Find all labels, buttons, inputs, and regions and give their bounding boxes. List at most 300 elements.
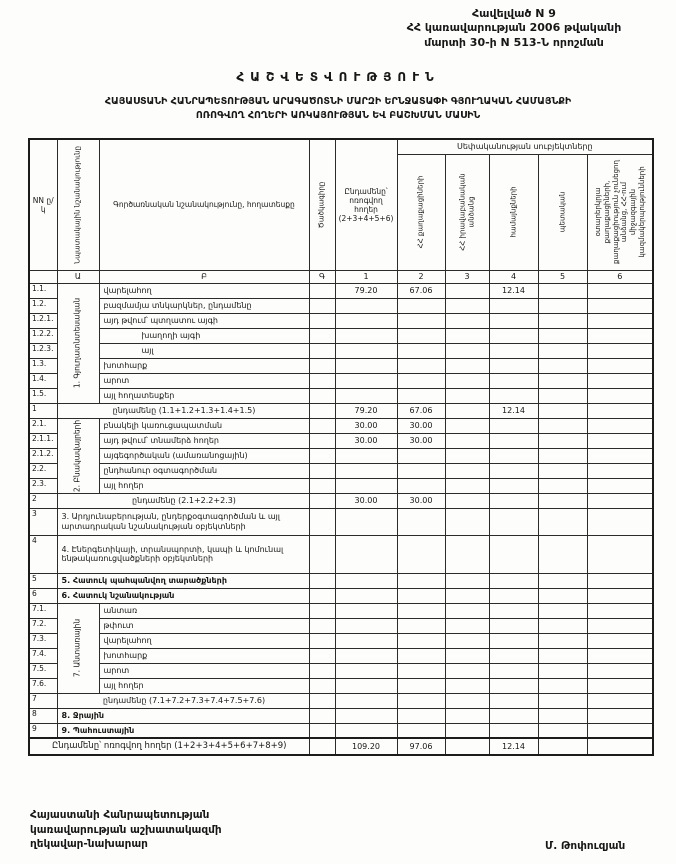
value-cell-col3 — [445, 373, 489, 388]
value-cell-col2 — [397, 663, 445, 678]
value-cell-col2 — [397, 388, 445, 403]
table-row — [29, 313, 653, 328]
value-cell-col5 — [538, 298, 587, 313]
value-cell-col4: 12.14 — [489, 283, 538, 298]
value-cell-col1 — [335, 663, 397, 678]
row-number: 1.2.1. — [29, 313, 57, 328]
letter-cell: 1 — [335, 270, 397, 283]
value-cell-col2 — [397, 328, 445, 343]
row-number: 7.5. — [29, 663, 57, 678]
table-row — [29, 478, 653, 493]
signatory-title-block — [30, 808, 222, 852]
code-cell — [309, 343, 335, 358]
land-type-label: արոտ — [99, 663, 309, 678]
value-cell-col4 — [489, 343, 538, 358]
value-cell-col2 — [397, 633, 445, 648]
value-cell-col3 — [445, 388, 489, 403]
land-type-label: բնակելի կառուցապատման — [99, 418, 309, 433]
value-cell-col4 — [489, 678, 538, 693]
value-cell-col3 — [445, 358, 489, 373]
code-cell — [309, 493, 335, 508]
value-cell-col6 — [587, 433, 653, 448]
value-cell-col1: 30.00 — [335, 418, 397, 433]
section-label: 6. Հատուկ նշանակության — [57, 588, 309, 603]
value-cell-col4 — [489, 493, 538, 508]
letter-cell: 5 — [538, 270, 587, 283]
value-cell-col5 — [538, 493, 587, 508]
letter-cell: 4 — [489, 270, 538, 283]
land-type-label: այլ — [99, 343, 309, 358]
value-cell-col6 — [587, 478, 653, 493]
owner-header-text: պետական — [558, 191, 567, 233]
code-cell — [309, 373, 335, 388]
code-cell — [309, 358, 335, 373]
land-type-label: այգեգործական (ամառանոցային) — [99, 448, 309, 463]
row-number: 1.2.3. — [29, 343, 57, 358]
owner-header-text: ՀՀ իրավաբանական անձանց — [458, 173, 475, 251]
value-cell-col4 — [489, 618, 538, 633]
column-letter-row — [29, 270, 653, 283]
value-cell-col6 — [587, 693, 653, 708]
value-cell-col3 — [445, 535, 489, 573]
value-cell-col3 — [445, 493, 489, 508]
table-row — [29, 358, 653, 373]
value-cell-col6 — [587, 373, 653, 388]
value-cell-col3 — [445, 403, 489, 418]
value-cell-col3 — [445, 478, 489, 493]
value-cell-col6 — [587, 535, 653, 573]
value-cell-col6 — [587, 508, 653, 535]
row-number: 5 — [29, 573, 57, 588]
value-cell-col3 — [445, 573, 489, 588]
subtotal-label: ընդամենը (1.1+1.2+1.3+1.4+1.5) — [57, 403, 309, 418]
value-cell-col5 — [538, 343, 587, 358]
owner-header-text: համայնքների — [509, 186, 518, 238]
value-cell-col1: 109.20 — [335, 738, 397, 755]
col-header-nn: NN ը/կ — [29, 139, 57, 270]
letter-cell: 2 — [397, 270, 445, 283]
row-number: 1 — [29, 403, 57, 418]
value-cell-col5 — [538, 678, 587, 693]
value-cell-col5 — [538, 738, 587, 755]
value-cell-col4 — [489, 388, 538, 403]
code-cell — [309, 448, 335, 463]
value-cell-col1 — [335, 328, 397, 343]
value-cell-col4 — [489, 448, 538, 463]
value-cell-col3 — [445, 283, 489, 298]
purpose-header-text: Նպատակային նշանակությունը — [73, 145, 82, 264]
value-cell-col6 — [587, 343, 653, 358]
col-header-functional: Գործառնական նշանակությունը, հողատեսքը — [99, 139, 309, 270]
row-number: 2.1.2. — [29, 448, 57, 463]
value-cell-col3 — [445, 463, 489, 478]
land-type-label: բազմամյա տնկարկներ, ընդամենը — [99, 298, 309, 313]
value-cell-col2 — [397, 588, 445, 603]
owner-header-text: օտարերկրյա քաղաքացիների, քաղաքացիություն չունեցող անձանց, ՀՀ-ում միջազգային կազմակերպությունների — [593, 160, 646, 264]
value-cell-col2: 30.00 — [397, 418, 445, 433]
value-cell-col3 — [445, 693, 489, 708]
table-row — [29, 678, 653, 693]
value-cell-col4 — [489, 373, 538, 388]
row-number: 9 — [29, 723, 57, 738]
letter-cell: Գ — [309, 270, 335, 283]
row-number: 7.2. — [29, 618, 57, 633]
value-cell-col5 — [538, 478, 587, 493]
row-number: 4 — [29, 535, 57, 573]
value-cell-col5 — [538, 283, 587, 298]
table-row — [29, 328, 653, 343]
code-cell — [309, 573, 335, 588]
value-cell-col4 — [489, 633, 538, 648]
value-cell-col6 — [587, 388, 653, 403]
row-number: 7.4. — [29, 648, 57, 663]
value-cell-col1 — [335, 298, 397, 313]
land-type-label: արոտ — [99, 373, 309, 388]
code-cell — [309, 433, 335, 448]
land-type-label: խոտհարք — [99, 648, 309, 663]
value-cell-col1 — [335, 678, 397, 693]
value-cell-col2 — [397, 478, 445, 493]
value-cell-col5 — [538, 693, 587, 708]
value-cell-col4 — [489, 588, 538, 603]
table-row — [29, 573, 653, 588]
value-cell-col3 — [445, 328, 489, 343]
value-cell-col4 — [489, 358, 538, 373]
value-cell-col2 — [397, 373, 445, 388]
value-cell-col3 — [445, 418, 489, 433]
code-cell — [309, 618, 335, 633]
value-cell-col6 — [587, 313, 653, 328]
code-cell — [309, 328, 335, 343]
value-cell-col4 — [489, 573, 538, 588]
row-number: 2.2. — [29, 463, 57, 478]
land-type-label: այլ հողեր — [99, 678, 309, 693]
row-number: 7 — [29, 693, 57, 708]
section-label: 9. Պահուստային — [57, 723, 309, 738]
value-cell-col2: 67.06 — [397, 403, 445, 418]
grand-total-label: Ընդամենը՝ ոռոգվող հողեր (1+2+3+4+5+6+7+8+9) — [29, 738, 309, 755]
row-number: 1.2.2. — [29, 328, 57, 343]
value-cell-col4 — [489, 723, 538, 738]
grand-total-row — [29, 738, 653, 755]
value-cell-col1 — [335, 535, 397, 573]
value-cell-col4 — [489, 508, 538, 535]
value-cell-col4 — [489, 648, 538, 663]
signatory-title-line-3: ղեկավար-նախարար — [30, 838, 148, 851]
value-cell-col1: 79.20 — [335, 283, 397, 298]
value-cell-col2 — [397, 693, 445, 708]
row-number: 2.1.1. — [29, 433, 57, 448]
row-number: 7.6. — [29, 678, 57, 693]
value-cell-col1: 79.20 — [335, 403, 397, 418]
value-cell-col3 — [445, 313, 489, 328]
value-cell-col5 — [538, 313, 587, 328]
value-cell-col4 — [489, 663, 538, 678]
row-number: 1.5. — [29, 388, 57, 403]
signatory-name: Մ. Թոփուզյան — [545, 840, 626, 852]
col-header-owner-communities — [489, 154, 538, 270]
code-cell — [309, 403, 335, 418]
value-cell-col4: 12.14 — [489, 738, 538, 755]
value-cell-col1: 30.00 — [335, 493, 397, 508]
code-cell — [309, 678, 335, 693]
code-cell — [309, 478, 335, 493]
col-header-purpose — [57, 139, 99, 270]
value-cell-col1 — [335, 618, 397, 633]
code-cell — [309, 738, 335, 755]
value-cell-col4 — [489, 418, 538, 433]
section-label: 4. Էներգետիկայի, տրանսպորտի, կապի և կոմունալ ենթակառուցվածքների օբյեկտների — [57, 535, 309, 573]
row-number: 7.1. — [29, 603, 57, 618]
subtotal-label: ընդամենը (2.1+2.2+2.3) — [57, 493, 309, 508]
value-cell-col5 — [538, 663, 587, 678]
value-cell-col4 — [489, 298, 538, 313]
code-cell — [309, 535, 335, 573]
value-cell-col5 — [538, 633, 587, 648]
col-header-owner-citizens — [397, 154, 445, 270]
row-number: 2 — [29, 493, 57, 508]
appendix-line-3: մարտի 30-ի N 513-Ն որոշման — [424, 35, 604, 49]
table-row — [29, 633, 653, 648]
value-cell-col1 — [335, 313, 397, 328]
value-cell-col2 — [397, 723, 445, 738]
value-cell-col3 — [445, 663, 489, 678]
land-category-group-cell — [57, 418, 99, 493]
value-cell-col6 — [587, 633, 653, 648]
document-title-block — [0, 70, 676, 124]
table-row — [29, 618, 653, 633]
value-cell-col3 — [445, 738, 489, 755]
value-cell-col1 — [335, 723, 397, 738]
row-number: 2.3. — [29, 478, 57, 493]
value-cell-col4: 12.14 — [489, 403, 538, 418]
code-cell — [309, 418, 335, 433]
letter-cell: 6 — [587, 270, 653, 283]
value-cell-col6 — [587, 463, 653, 478]
table-row — [29, 723, 653, 738]
value-cell-col2 — [397, 573, 445, 588]
land-type-label: թփուտ — [99, 618, 309, 633]
signatory-title-line-1: Հայաստանի Հանրապետության — [30, 809, 210, 821]
value-cell-col6 — [587, 283, 653, 298]
code-cell — [309, 723, 335, 738]
value-cell-col3 — [445, 618, 489, 633]
value-cell-col2: 30.00 — [397, 493, 445, 508]
value-cell-col2 — [397, 708, 445, 723]
value-cell-col5 — [538, 463, 587, 478]
land-type-label: այդ թվում՝ տնամերձ հողեր — [99, 433, 309, 448]
row-number: 7.3. — [29, 633, 57, 648]
value-cell-col5 — [538, 508, 587, 535]
value-cell-col5 — [538, 373, 587, 388]
value-cell-col2 — [397, 313, 445, 328]
appendix-reference — [364, 7, 664, 50]
value-cell-col6 — [587, 298, 653, 313]
value-cell-col1 — [335, 603, 397, 618]
appendix-line-2: ՀՀ կառավարության 2006 թվականի — [406, 21, 622, 35]
value-cell-col4 — [489, 693, 538, 708]
value-cell-col6 — [587, 358, 653, 373]
table-row — [29, 493, 653, 508]
letter-cell — [29, 270, 57, 283]
code-cell — [309, 298, 335, 313]
irrigated-land-report-table — [28, 138, 654, 756]
land-type-label: խոտհարք — [99, 358, 309, 373]
section-label: 8. Ջրային — [57, 708, 309, 723]
value-cell-col6 — [587, 618, 653, 633]
letter-cell: Ա — [57, 270, 99, 283]
value-cell-col2: 97.06 — [397, 738, 445, 755]
land-category-group-cell — [57, 283, 99, 403]
section-label: 5. Հատուկ պահպանվող տարածքների — [57, 573, 309, 588]
value-cell-col4 — [489, 313, 538, 328]
report-heading: ՀԱՇՎԵՏՎՈՒԹՅՈՒՆ — [236, 70, 440, 84]
value-cell-col5 — [538, 535, 587, 573]
value-cell-col5 — [538, 648, 587, 663]
land-type-label: ընդհանուր օգտագործման — [99, 463, 309, 478]
value-cell-col5 — [538, 448, 587, 463]
code-cell — [309, 388, 335, 403]
value-cell-col1 — [335, 448, 397, 463]
col-header-ownership-group: Սեփականության սուբյեկտները — [397, 139, 653, 154]
value-cell-col6 — [587, 603, 653, 618]
col-header-total-irrigated: Ընդամենը՝ ոռոգվող հողեր (2+3+4+5+6) — [335, 139, 397, 270]
land-type-label: անտառ — [99, 603, 309, 618]
value-cell-col2 — [397, 298, 445, 313]
report-table-body — [29, 283, 653, 755]
value-cell-col2 — [397, 508, 445, 535]
value-cell-col2 — [397, 463, 445, 478]
code-cell — [309, 588, 335, 603]
value-cell-col3 — [445, 343, 489, 358]
letter-cell: 3 — [445, 270, 489, 283]
report-subject-line-2: ՈՌՈԳՎՈՂ ՀՈՂԵՐԻ ԱՌԿԱՅՈՒԹՅԱՆ ԵՎ ԲԱՇԽՄԱՆ ՄԱՍԻՆ — [195, 110, 481, 122]
row-number: 1.1. — [29, 283, 57, 298]
value-cell-col3 — [445, 588, 489, 603]
value-cell-col6 — [587, 448, 653, 463]
value-cell-col5 — [538, 388, 587, 403]
value-cell-col1 — [335, 358, 397, 373]
code-cell — [309, 313, 335, 328]
col-header-code — [309, 139, 335, 270]
value-cell-col4 — [489, 603, 538, 618]
appendix-line-1: Հավելված N 9 — [472, 7, 556, 20]
value-cell-col2 — [397, 358, 445, 373]
value-cell-col5 — [538, 588, 587, 603]
value-cell-col6 — [587, 663, 653, 678]
land-category-label: 7. Անտառային — [72, 618, 82, 678]
table-row — [29, 403, 653, 418]
table-row — [29, 663, 653, 678]
value-cell-col3 — [445, 708, 489, 723]
col-header-owner-state — [538, 154, 587, 270]
land-category-label: 1. Գյուղատնտեսական — [72, 297, 82, 389]
report-subject-line-1: ՀԱՅԱՍՏԱՆԻ ՀԱՆՐԱՊԵՏՈՒԹՅԱՆ ԱՐԱԳԱԾՈՏՆԻ ՄԱՐԶԻ ԵՐՆՋԱՏԱՓԻ ԳՅՈՒՂԱԿԱՆ ՀԱՄԱՅՆՔԻ — [104, 96, 572, 107]
value-cell-col6 — [587, 678, 653, 693]
value-cell-col2: 30.00 — [397, 433, 445, 448]
table-row — [29, 433, 653, 448]
value-cell-col3 — [445, 723, 489, 738]
value-cell-col1: 30.00 — [335, 433, 397, 448]
code-cell — [309, 463, 335, 478]
value-cell-col3 — [445, 298, 489, 313]
value-cell-col6 — [587, 723, 653, 738]
value-cell-col6 — [587, 588, 653, 603]
table-row — [29, 343, 653, 358]
value-cell-col1 — [335, 573, 397, 588]
col-header-owner-foreign — [587, 154, 653, 270]
value-cell-col4 — [489, 433, 538, 448]
code-cell — [309, 663, 335, 678]
land-type-label: այլ հողեր — [99, 478, 309, 493]
value-cell-col5 — [538, 603, 587, 618]
value-cell-col5 — [538, 358, 587, 373]
value-cell-col6 — [587, 648, 653, 663]
value-cell-col1 — [335, 478, 397, 493]
land-type-label: այդ թվում՝ պտղատու այգի — [99, 313, 309, 328]
table-row — [29, 373, 653, 388]
value-cell-col2 — [397, 648, 445, 663]
value-cell-col3 — [445, 633, 489, 648]
value-cell-col6 — [587, 573, 653, 588]
code-cell — [309, 508, 335, 535]
table-row — [29, 708, 653, 723]
value-cell-col2 — [397, 535, 445, 573]
land-type-label: վարելահող — [99, 283, 309, 298]
value-cell-col1 — [335, 648, 397, 663]
value-cell-col5 — [538, 618, 587, 633]
value-cell-col2 — [397, 678, 445, 693]
code-cell — [309, 648, 335, 663]
value-cell-col2 — [397, 448, 445, 463]
table-row — [29, 283, 653, 298]
value-cell-col6 — [587, 418, 653, 433]
value-cell-col6 — [587, 708, 653, 723]
value-cell-col1 — [335, 693, 397, 708]
table-row — [29, 603, 653, 618]
land-category-group-cell — [57, 603, 99, 693]
value-cell-col1 — [335, 708, 397, 723]
row-number: 3 — [29, 508, 57, 535]
land-type-label: այլ հողատեսքեր — [99, 388, 309, 403]
table-row — [29, 648, 653, 663]
value-cell-col3 — [445, 603, 489, 618]
owner-header-text: ՀՀ քաղաքացիների — [416, 175, 425, 249]
value-cell-col1 — [335, 373, 397, 388]
value-cell-col1 — [335, 343, 397, 358]
row-number: 1.2. — [29, 298, 57, 313]
table-row — [29, 588, 653, 603]
value-cell-col5 — [538, 418, 587, 433]
value-cell-col1 — [335, 388, 397, 403]
row-number: 2.1. — [29, 418, 57, 433]
code-cell — [309, 708, 335, 723]
value-cell-col3 — [445, 433, 489, 448]
land-category-label: 2. Բնակավայրերի — [72, 419, 82, 492]
value-cell-col4 — [489, 328, 538, 343]
value-cell-col5 — [538, 328, 587, 343]
value-cell-col1 — [335, 588, 397, 603]
subtotal-label: ընդամենը (7.1+7.2+7.3+7.4+7.5+7.6) — [57, 693, 309, 708]
col-header-owner-legal-entities — [445, 154, 489, 270]
land-type-label: խաղողի այգի — [99, 328, 309, 343]
value-cell-col6 — [587, 738, 653, 755]
value-cell-col5 — [538, 433, 587, 448]
value-cell-col3 — [445, 508, 489, 535]
table-row — [29, 418, 653, 433]
value-cell-col3 — [445, 678, 489, 693]
row-number: 1.3. — [29, 358, 57, 373]
